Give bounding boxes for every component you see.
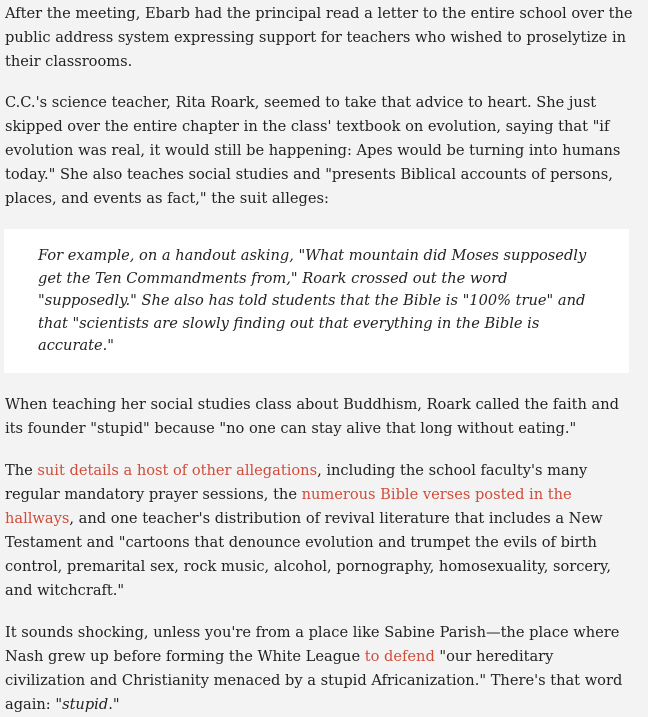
- text-segment: , including the school faculty's many regular mandatory prayer sessions, the: [5, 461, 588, 503]
- to-defend-link[interactable]: to defend: [364, 647, 435, 665]
- paragraph-sabine-parish: [5, 621, 637, 717]
- emphasis-stupid: stupid: [62, 695, 109, 713]
- blockquote: For example, on a handout asking, "What mountain did Moses supposedly get the Ten Commandments from," Roark crossed out the word "supposedly." She also has told students that the Bible is "100% true" and that "scientists are slowly finding out that everything in the Bible is accurate.": [4, 229, 629, 373]
- paragraph-meeting: After the meeting, Ebarb had the principal read a letter to the entire school over the public address system expressing support for teachers who wished to proselytize in their classrooms.: [5, 5, 633, 70]
- text-segment: The: [5, 461, 38, 479]
- bible-verses-link[interactable]: numerous Bible verses posted in the hallways: [5, 485, 572, 527]
- paragraph-buddhism: When teaching her social studies class about Buddhism, Roark called the faith and its founder "stupid" because "no one can stay alive that long without eating.": [5, 395, 619, 437]
- suit-allegations-link[interactable]: suit details a host of other allegations: [37, 461, 318, 479]
- paragraph-allegations: [5, 459, 637, 603]
- text-segment: .": [108, 695, 120, 713]
- text-segment: "our hereditary civilization and Christianity menaced by a stupid Africanization." There's that word again: ": [5, 647, 623, 713]
- text-segment: , and one teacher's distribution of revival literature that includes a New Testament and "cartoons that denounce evolution and trumpet the evils of birth control, premarital sex, rock music, alcohol, pornography, homosexuality, sorcery, and witchcraft.": [5, 509, 611, 599]
- paragraph-science-teacher: C.C.'s science teacher, Rita Roark, seemed to take that advice to heart. She just skipped over the entire chapter in the class' textbook on evolution, saying that "if evolution was real, it would still be happening: Apes would be turning into humans today." She also teaches social studies and "presents Biblical accounts of persons, places, and events as fact," the suit alleges:: [5, 94, 621, 207]
- text-segment: It sounds shocking, unless you're from a place like Sabine Parish—the place where Nash grew up before forming the White League: [5, 623, 620, 665]
